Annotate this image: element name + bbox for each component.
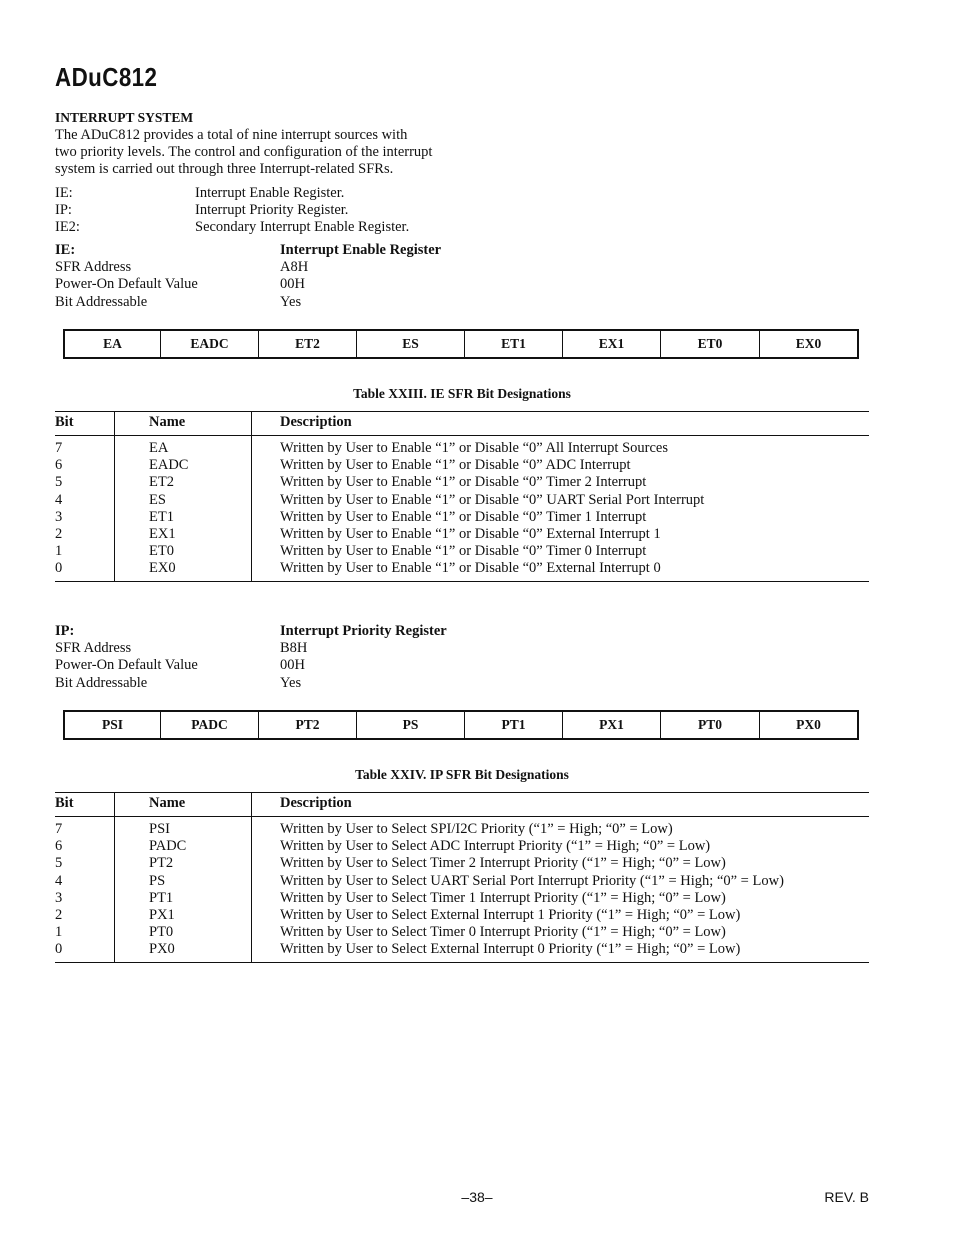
cell-name: PX0 <box>149 941 175 958</box>
bit-cell: PSI <box>65 712 161 738</box>
sfr-list-item <box>55 219 555 236</box>
cell-bit: 3 <box>55 889 63 906</box>
intro-line: system is carried out through three Interrupt-related SFRs. <box>55 161 394 178</box>
sfr-list-item <box>55 202 555 219</box>
register-prop-row <box>55 294 555 311</box>
cell-description: Written by User to Enable “1” or Disable “0” ADC Interrupt <box>280 457 631 474</box>
cell-bit: 2 <box>55 906 63 923</box>
bit-cell: PADC <box>161 712 259 738</box>
table-row <box>55 543 869 560</box>
bit-cell: PS <box>357 712 465 738</box>
cell-description: Written by User to Enable “1” or Disable “0” External Interrupt 0 <box>280 560 661 577</box>
sfr-value: Secondary Interrupt Enable Register. <box>195 219 410 236</box>
cell-name: ET2 <box>149 474 174 491</box>
bit-cell: PT2 <box>259 712 357 738</box>
prop-value: Yes <box>280 674 302 691</box>
column-header-name: Name <box>149 795 186 811</box>
intro-paragraph <box>55 127 465 179</box>
table-row <box>55 492 869 509</box>
cell-name: ET0 <box>149 543 174 560</box>
cell-name: ET1 <box>149 508 174 525</box>
register-prop-row <box>55 640 555 657</box>
table-row <box>55 873 869 890</box>
bit-cell: PT0 <box>661 712 760 738</box>
register-label: IE: <box>55 242 76 258</box>
cell-bit: 4 <box>55 872 63 889</box>
column-header-name: Name <box>149 414 186 430</box>
cell-bit: 4 <box>55 491 63 508</box>
prop-value: B8H <box>280 640 308 657</box>
prop-value: 00H <box>280 276 305 293</box>
cell-description: Written by User to Enable “1” or Disable “0” UART Serial Port Interrupt <box>280 491 705 508</box>
ie-bit-table <box>55 411 869 583</box>
document-title: ADuC812 <box>55 62 158 92</box>
table-caption: Table XXIV. IP SFR Bit Designations <box>355 767 569 782</box>
prop-value: Yes <box>280 293 302 310</box>
prop-value: A8H <box>280 259 309 276</box>
table-row <box>55 924 869 941</box>
cell-description: Written by User to Select UART Serial Port Interrupt Priority (“1” = High; “0” = Low) <box>280 872 784 889</box>
ie-register-props <box>55 242 555 311</box>
bit-cell: EA <box>65 331 161 357</box>
cell-name: ES <box>149 491 166 508</box>
bit-cell: PX1 <box>563 712 661 738</box>
register-label: IP: <box>55 623 75 639</box>
prop-value: 00H <box>280 657 305 674</box>
bit-cell: PT1 <box>465 712 563 738</box>
ip-register-props <box>55 623 555 692</box>
ip-bit-diagram <box>63 710 859 740</box>
cell-description: Written by User to Enable “1” or Disable “0” External Interrupt 1 <box>280 525 661 542</box>
prop-key: Power-On Default Value <box>55 276 198 293</box>
cell-name: PT2 <box>149 855 174 872</box>
table-row <box>55 907 869 924</box>
cell-description: Written by User to Select External Interrupt 1 Priority (“1” = High; “0” = Low) <box>280 906 741 923</box>
register-name: Interrupt Enable Register <box>280 242 442 258</box>
cell-description: Written by User to Enable “1” or Disable “0” Timer 0 Interrupt <box>280 543 647 560</box>
revision-label: REV. B <box>824 1189 869 1205</box>
column-header-bit: Bit <box>55 795 74 811</box>
prop-key: SFR Address <box>55 640 132 657</box>
register-header-row <box>55 242 555 259</box>
register-prop-row <box>55 276 555 293</box>
cell-bit: 2 <box>55 525 63 542</box>
cell-bit: 0 <box>55 560 63 577</box>
sfr-key: IE: <box>55 185 73 201</box>
bit-cell: EX0 <box>795 336 822 351</box>
cell-bit: 5 <box>55 855 63 872</box>
cell-name: PSI <box>149 821 170 837</box>
register-header-row <box>55 623 555 640</box>
cell-description: Written by User to Select Timer 1 Interrupt Priority (“1” = High; “0” = Low) <box>280 889 726 906</box>
cell-description: Written by User to Select SPI/I2C Priority (“1” = High; “0” = Low) <box>280 821 673 837</box>
bit-cell: EADC <box>161 331 259 357</box>
column-header-description: Description <box>280 414 352 430</box>
cell-name: EX1 <box>149 525 176 542</box>
cell-description: Written by User to Enable “1” or Disable “0” All Interrupt Sources <box>280 440 668 456</box>
sfr-value: Interrupt Enable Register. <box>195 185 345 201</box>
cell-name: EA <box>149 440 169 456</box>
cell-bit: 0 <box>55 941 63 958</box>
column-header-bit: Bit <box>55 414 74 430</box>
table-row <box>55 457 869 474</box>
cell-name: PX1 <box>149 906 175 923</box>
cell-name: EADC <box>149 457 189 474</box>
table-row <box>55 474 869 491</box>
cell-description: Written by User to Enable “1” or Disable “0” Timer 2 Interrupt <box>280 474 647 491</box>
table-row <box>55 838 869 855</box>
cell-bit: 1 <box>55 543 63 560</box>
cell-name: PT0 <box>149 924 174 941</box>
bit-cell: ES <box>357 331 465 357</box>
table-row <box>55 821 869 838</box>
cell-description: Written by User to Select Timer 2 Interrupt Priority (“1” = High; “0” = Low) <box>280 855 726 872</box>
section-heading: INTERRUPT SYSTEM <box>55 110 194 125</box>
cell-name: EX0 <box>149 560 176 577</box>
table-row <box>55 440 869 457</box>
cell-bit: 7 <box>55 821 63 837</box>
cell-name: PS <box>149 872 166 889</box>
cell-description: Written by User to Enable “1” or Disable “0” Timer 1 Interrupt <box>280 508 647 525</box>
ie-bit-diagram <box>63 329 859 359</box>
sfr-value: Interrupt Priority Register. <box>195 202 349 219</box>
register-prop-row <box>55 259 555 276</box>
register-name: Interrupt Priority Register <box>280 623 447 639</box>
cell-bit: 3 <box>55 508 63 525</box>
prop-key: Bit Addressable <box>55 293 148 310</box>
cell-description: Written by User to Select Timer 0 Interrupt Priority (“1” = High; “0” = Low) <box>280 924 726 941</box>
cell-bit: 5 <box>55 474 63 491</box>
cell-description: Written by User to Select External Interrupt 0 Priority (“1” = High; “0” = Low) <box>280 941 741 958</box>
table-row <box>55 941 869 958</box>
column-header-description: Description <box>280 795 352 811</box>
cell-description: Written by User to Select ADC Interrupt Priority (“1” = High; “0” = Low) <box>280 838 711 855</box>
sfr-key: IE2: <box>55 219 80 236</box>
cell-name: PT1 <box>149 889 174 906</box>
prop-key: Power-On Default Value <box>55 657 198 674</box>
sfr-list-item <box>55 185 555 202</box>
register-prop-row <box>55 675 555 692</box>
intro-line: The ADuC812 provides a total of nine interrupt sources with <box>55 127 408 143</box>
bit-cell: ET2 <box>259 331 357 357</box>
intro-line: two priority levels. The control and configuration of the interrupt <box>55 144 433 161</box>
cell-bit: 6 <box>55 838 63 855</box>
table-row <box>55 560 869 577</box>
cell-bit: 6 <box>55 457 63 474</box>
table-row <box>55 890 869 907</box>
bit-cell: ET1 <box>465 331 563 357</box>
bit-cell: ET0 <box>661 331 760 357</box>
cell-bit: 1 <box>55 924 63 941</box>
table-row <box>55 526 869 543</box>
page-number: –38– <box>461 1189 493 1205</box>
register-prop-row <box>55 657 555 674</box>
bit-cell: EX1 <box>563 331 661 357</box>
ip-bit-table <box>55 792 869 964</box>
prop-key: SFR Address <box>55 259 132 276</box>
table-row <box>55 855 869 872</box>
cell-name: PADC <box>149 838 187 855</box>
sfr-list <box>55 185 555 237</box>
sfr-key: IP: <box>55 202 72 219</box>
table-row <box>55 509 869 526</box>
cell-bit: 7 <box>55 440 63 456</box>
bit-cell: PX0 <box>796 717 821 732</box>
table-caption: Table XXIII. IE SFR Bit Designations <box>353 386 571 401</box>
prop-key: Bit Addressable <box>55 674 148 691</box>
